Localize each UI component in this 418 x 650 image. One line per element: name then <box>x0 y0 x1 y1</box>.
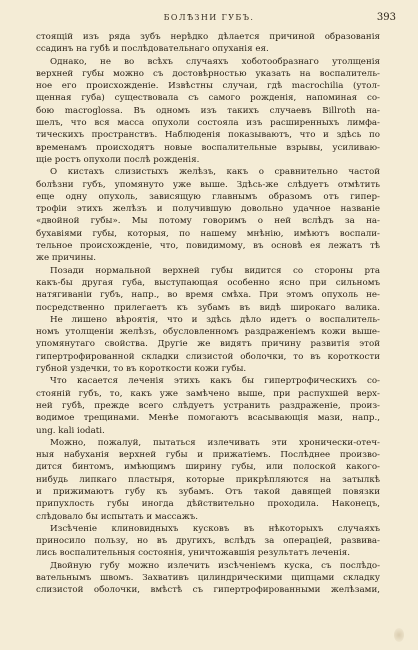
text-line: шелъ, что вся масса опухоли состояла изъ расширенныхъ лимфа- <box>36 118 380 129</box>
paper-stain <box>394 628 404 642</box>
text-line: какъ-бы другая губа, выступающая особенно ясно при сильномъ <box>36 277 380 288</box>
text-line: трофіи этихъ желѣзъ и получившую довольно удачное названіе <box>36 204 380 215</box>
text-line: Однако, не во всѣхъ случаяхъ хоботообразнаго утолщенія <box>50 56 380 67</box>
text-line: ссадинъ на губѣ и послѣдовательнаго опуханія ея. <box>36 44 269 55</box>
text-line: же причины. <box>36 253 97 264</box>
text-line: Не лишено вѣроятія, что и здѣсь дѣло идетъ о воспалитель- <box>50 314 380 325</box>
text-line: верхней губы можно съ достовѣрностью указать на воспалитель- <box>36 68 380 79</box>
text-line: щіе ростъ опухоли послѣ рожденія. <box>36 154 200 165</box>
text-line: вательнымъ швомъ. Захвативъ цилиндрическими щипцами складку <box>36 573 380 584</box>
text-line: нибудь липкаго пластыря, которые прикрѣпляются на затылкѣ <box>36 474 380 485</box>
text-line: и прижимаютъ губу къ зубамъ. Отъ такой давящей повязки <box>36 486 380 497</box>
text-line: бухавіями губы, которыя, по нашему мнѣнію, имѣютъ воспали- <box>36 228 380 239</box>
running-title: БОЛѢЗНИ ГУБЪ. <box>163 13 255 22</box>
page-number: 393 <box>376 12 396 23</box>
text-line: припухлость губы иногда дѣйствительно проходила. Наконецъ, <box>36 499 380 510</box>
text-line: гипертрофированной складки слизистой оболочки, то въ короткости <box>36 351 380 362</box>
text-line: О кистахъ слизистыхъ желѣзъ, какъ о сравнительно частой <box>50 167 380 178</box>
text-line: щенная губа) существовала съ самого рожденія, напоминая со- <box>36 93 380 104</box>
text-line: тическихъ пространствъ. Наблюденія показываютъ, что и здѣсь по <box>36 130 380 141</box>
text-line: «двойной губы». Мы потому говоримъ о ней вслѣдъ за на- <box>36 216 380 227</box>
text-line: тельное происхожденіе, что, повидимому, въ основѣ ея лежатъ тѣ <box>36 241 380 252</box>
text-line: ung. kali iodati. <box>36 425 105 436</box>
text-line: приносило пользу, но въ другихъ, вслѣдъ за операціей, развива- <box>36 536 380 547</box>
text-line: слизистой оболочки, вмѣстѣ съ гипертрофированными желѣзами, <box>36 585 380 596</box>
text-line: Изсѣченіе клиновидныхъ кусковъ въ нѣкоторыхъ случаяхъ <box>50 523 380 534</box>
text-line: водимое трещинами. Менѣе помогаютъ всасывающія мази, напр., <box>36 413 380 424</box>
text-line: Двойную губу можно излечить изсѣченіемъ куска, съ послѣдо- <box>50 560 380 571</box>
text-line: ныя набуханія верхней губы и прижатіемъ. Послѣднее произво- <box>36 450 380 461</box>
page-header <box>0 13 418 27</box>
text-line: стояній губъ, то, какъ уже замѣчено выше, при распухшей верх- <box>36 388 380 399</box>
text-line: упомянутаго свойства. Другіе же видятъ причину развитія этой <box>36 339 380 350</box>
text-line: ней губѣ, прежде всего слѣдуетъ устранить раздраженіе, произ- <box>36 400 380 411</box>
text-line: лись воспалительныя состоянія, уничтожавшія результатъ леченія. <box>36 548 350 559</box>
text-line: болѣзни губъ, упомянуто уже выше. Здѣсь-же слѣдуетъ отмѣтить <box>36 179 380 190</box>
text-line: Можно, пожалуй, пытаться излечивать эти хронически-отеч- <box>50 437 380 448</box>
text-line: стоящій изъ ряда зубъ нерѣдко дѣлается причиной образованія <box>36 32 380 42</box>
text-line: временамъ происходятъ новые воспалительные взрывы, усиливаю- <box>36 142 380 153</box>
text-line: бою macroglossa. Въ одномъ изъ такихъ случаевъ Billroth на- <box>36 105 380 116</box>
text-line: Что касается леченія этихъ какъ бы гипертрофическихъ со- <box>50 376 380 387</box>
text-line: номъ утолщеніи желѣзъ, обусловленномъ раздраженіемъ кожи выше- <box>36 327 380 338</box>
text-line: слѣдовало бы испытать и массажъ. <box>36 511 199 522</box>
text-line: дится бинтомъ, имѣющимъ ширину губы, или полоской какого- <box>36 462 380 473</box>
text-line: натягиваніи губъ, напр., во время смѣха. При этомъ опухоль не- <box>36 290 380 301</box>
text-line: посредственно прилегаетъ къ зубамъ въ видѣ широкаго валика. <box>36 302 380 313</box>
text-line: еще одну опухоль, зависящую главнымъ образомъ отъ гипер- <box>36 191 380 202</box>
text-line: губной уздечки, то въ короткости кожи губы. <box>36 364 247 375</box>
body-text <box>36 31 380 597</box>
text-line: ное его происхожденіе. Извѣстны случаи, гдѣ macrochilia (утол- <box>36 81 380 92</box>
text-line: Позади нормальной верхней губы видится со стороны рта <box>50 265 380 276</box>
